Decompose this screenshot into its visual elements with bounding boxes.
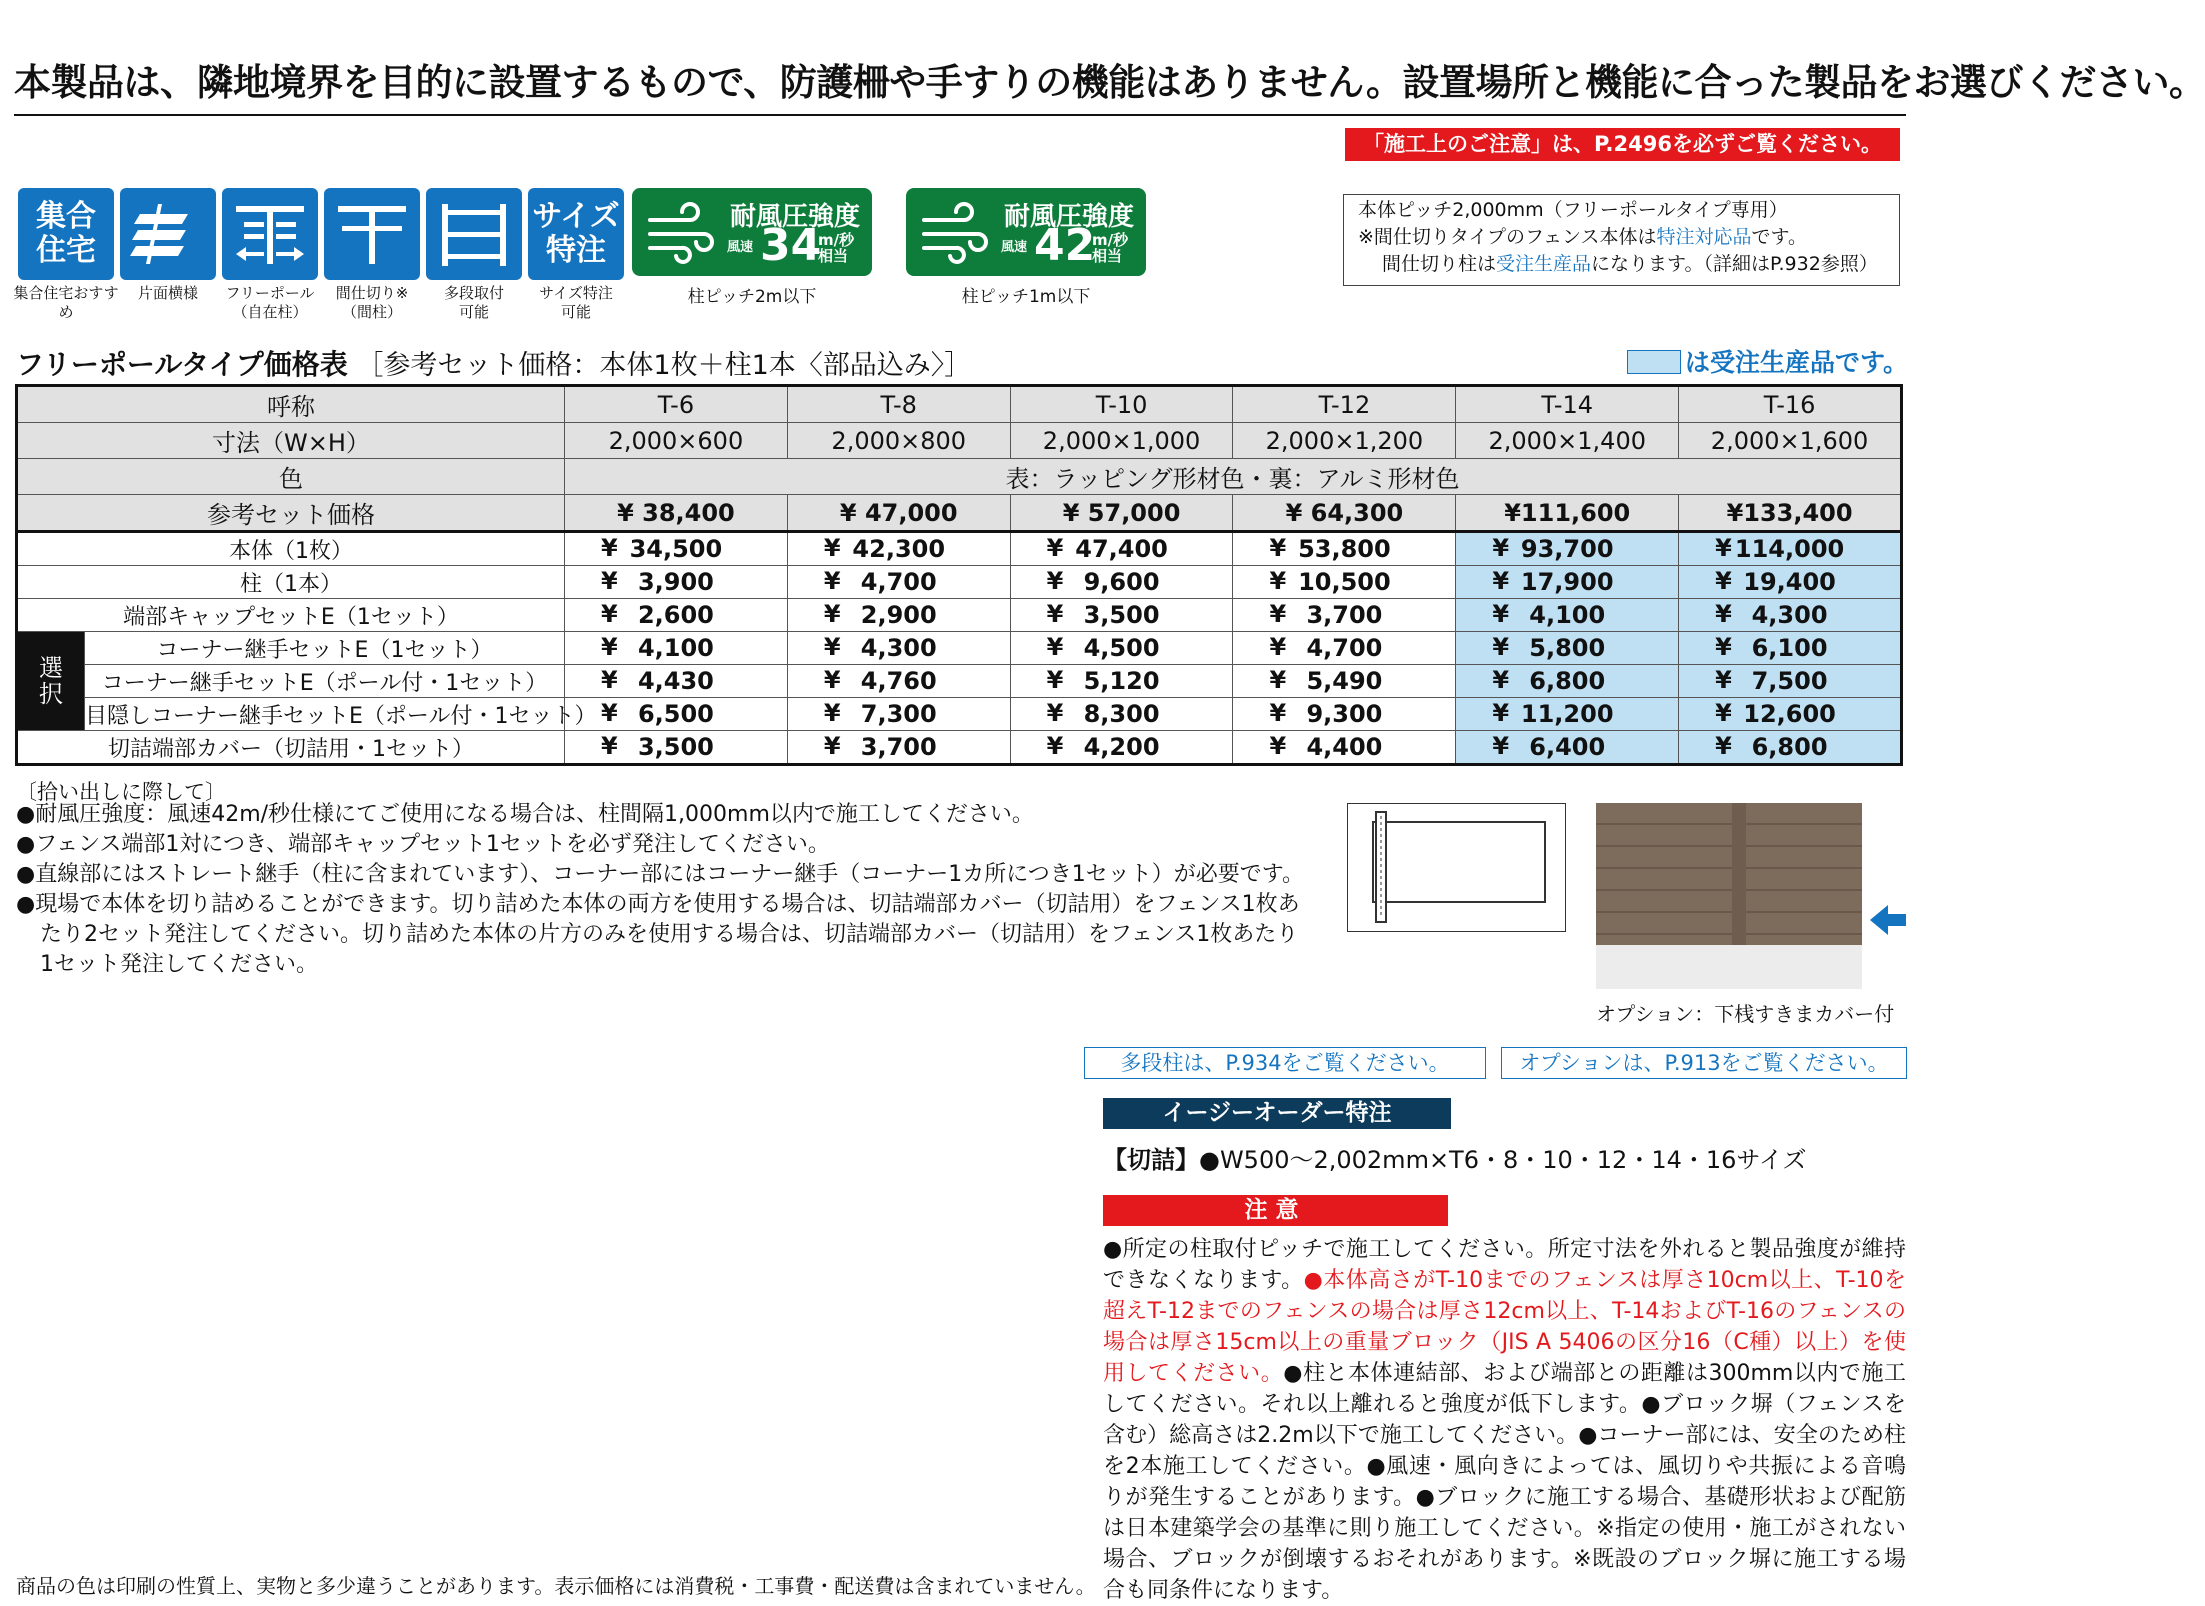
set-price-cell: ¥ 57,000 [1010,495,1233,532]
model-row [17,386,1902,423]
price-row [17,698,1902,731]
wind-icon [920,206,990,262]
yen-symbol: ¥ [823,567,841,595]
yen-symbol: ¥ [1715,666,1732,694]
easy-order-heading: イージーオーダー特注 [1103,1098,1451,1129]
wind-strength-34-badge [632,188,872,276]
price-row [17,532,1902,566]
price-rows [17,532,1902,765]
yen-symbol: ¥ [823,633,841,661]
page-headline: 本製品は、隣地境界を目的に設置するもので、防護柵や手すりの機能はありません。設置場所と機能に合った製品をお選びください。 [14,52,1906,116]
price-value: 114,000 [1734,535,1845,563]
one-sided-horizontal-label: 片面横様 [137,284,198,302]
price-value: 4,100 [637,634,714,662]
pitch-note-line2: ※間仕切りタイプのフェンス本体は特注対応品です。 [1358,226,1807,248]
size-cell: 2,000×1,000 [1010,423,1233,459]
model-cell: T-14 [1456,386,1679,423]
yen-symbol: ¥ [823,534,841,562]
row-label: 本体（1枚） [17,532,565,566]
multi-stage-icon [426,188,522,280]
yen-symbol: ¥ [1492,600,1510,628]
select-label: 選 択 [17,632,85,731]
set-price-cell: ¥ 64,300 [1233,495,1456,532]
price-value: 34,500 [629,535,723,563]
yen-symbol: ¥ [1269,633,1287,661]
price-row [17,566,1902,599]
price-value: 6,800 [1529,667,1606,695]
row-label: 端部キャップセットE（1セット） [17,599,565,632]
price-value: 42,300 [852,535,946,563]
yen-symbol: ¥ [1715,600,1732,628]
yen-symbol: ¥ [1715,732,1732,760]
multi-stage-reference-link[interactable]: 多段柱は、P.934をご覧ください。 [1084,1047,1486,1079]
price-value: 53,800 [1298,535,1391,563]
price-cell [787,731,1010,765]
price-value: 3,500 [637,733,714,761]
pitch-note-line1: 本体ピッチ2,000mm（フリーポールタイプ専用） [1358,199,1788,221]
price-table [15,384,1903,766]
price-value: 4,300 [1751,601,1828,629]
yen-symbol: ¥ [823,699,841,727]
price-cell [1679,665,1902,698]
price-row [17,665,1902,698]
price-cell [565,566,788,599]
price-cell [1456,731,1679,765]
price-value: 5,120 [1083,667,1160,695]
yen-symbol: ¥ [601,633,618,661]
model-cell: T-10 [1010,386,1233,423]
color-label: 色 [17,459,565,495]
price-cell [1010,599,1233,632]
size-cell: 2,000×1,400 [1456,423,1679,459]
set-price-label: 参考セット価格 [17,495,565,532]
pickup-note: ●耐風圧強度：風速42m/秒仕様にてご使用になる場合は、柱間隔1,000mm以内で施工してください。 [16,802,1034,827]
price-row [17,731,1902,765]
price-cell [565,632,788,665]
yen-symbol: ¥ [601,666,618,694]
yen-symbol: ¥ [1492,666,1510,694]
price-cell [1233,566,1456,599]
price-value: 3,700 [1306,601,1383,629]
price-value: 3,500 [1083,601,1160,629]
price-row [17,599,1902,632]
yen-symbol: ¥ [1269,567,1287,595]
row-label: 目隠しコーナー継手セットE（ポール付・1セット） [85,698,565,731]
wind-34-caption: 柱ピッチ2m以下 [687,287,817,307]
price-table-title: フリーポールタイプ価格表 ［参考セット価格：本体1枚＋柱1本〈部品込み〉］ [16,348,972,381]
row-label: コーナー継手セットE（1セット） [85,632,565,665]
price-value: 4,700 [1306,634,1383,662]
price-value: 4,700 [860,568,937,596]
cut-cover-diagram [1347,803,1566,932]
yen-symbol: ¥ [1046,534,1064,562]
yen-symbol: ¥ [823,666,841,694]
made-to-order-legend: は受注生産品です。 [1627,343,1908,379]
yen-symbol: ¥ [601,567,618,595]
price-cell [565,698,788,731]
price-value: 6,500 [637,700,714,728]
option-reference-link[interactable]: オプションは、P.913をご覧ください。 [1501,1047,1907,1079]
partition-icon [324,188,420,280]
photo-caption: オプション：下桟すきまカバー付 [1596,1002,1895,1026]
size-custom-label: サイズ特注 可能 [539,284,613,321]
price-value: 2,600 [637,601,714,629]
price-cell [1010,566,1233,599]
apartment-icon [18,188,114,280]
price-value: 4,430 [637,667,714,695]
price-value: 6,400 [1529,733,1606,761]
price-value: 9,300 [1306,700,1383,728]
yen-symbol: ¥ [1046,732,1064,760]
row-label: コーナー継手セットE（ポール付・1セット） [85,665,565,698]
price-cell [787,599,1010,632]
model-cell: T-6 [565,386,788,423]
price-cell [1010,698,1233,731]
price-cell [787,698,1010,731]
set-price-cell: ¥ 38,400 [565,495,788,532]
yen-symbol: ¥ [1492,567,1510,595]
model-cell: T-8 [787,386,1010,423]
size-label: 寸法（W×H） [17,423,565,459]
price-cell [565,731,788,765]
price-cell [1010,632,1233,665]
price-value: 3,700 [860,733,937,761]
partition-label: 間仕切り※ （間柱） [335,284,409,321]
price-cell [1456,532,1679,566]
legend-swatch [1627,350,1681,374]
pickup-note: ●現場で本体を切り詰めることができます。切り詰めた本体の両方を使用する場合は、切詰端部カバー（切詰用）をフェンス1枚あたり2セット発注してください。切り詰めた本体の片方のみを使用する場合は、切詰端部カバー（切詰用）をフェンス1枚あたり1セット発注してください。 [16,892,1300,977]
price-value: 5,490 [1306,667,1383,695]
yen-symbol: ¥ [601,600,618,628]
yen-symbol: ¥ [1715,633,1732,661]
model-cell: T-16 [1679,386,1902,423]
yen-symbol: ¥ [1269,600,1287,628]
yen-symbol: ¥ [601,699,618,727]
yen-symbol: ¥ [1269,699,1287,727]
set-price-cell: ¥133,400 [1679,495,1902,532]
free-pole-icon [222,188,318,280]
yen-symbol: ¥ [1046,699,1064,727]
yen-symbol: ¥ [1715,567,1732,595]
price-cell [1233,665,1456,698]
price-value: 47,400 [1075,535,1168,563]
yen-symbol: ¥ [601,534,618,562]
free-pole-label: フリーポール （自在柱） [225,284,315,321]
price-value: 12,600 [1743,700,1836,728]
price-cell [1679,632,1902,665]
price-cell [1679,532,1902,566]
yen-symbol: ¥ [823,732,841,760]
price-cell [787,566,1010,599]
color-value: 表：ラッピング形材色・裏：アルミ形材色 [565,459,1902,495]
price-cell [787,665,1010,698]
price-cell [787,532,1010,566]
row-label: 柱（1本） [17,566,565,599]
price-cell [787,632,1010,665]
row-label: 切詰端部カバー（切詰用・1セット） [17,731,565,765]
price-value: 7,300 [860,700,937,728]
yen-symbol: ¥ [1046,666,1064,694]
pickup-notes [16,800,1306,980]
wind-value: 42 [1034,220,1096,271]
price-value: 4,760 [860,667,937,695]
pitch-note-box [1343,194,1900,286]
price-value: 10,500 [1298,568,1391,596]
pickup-note: ●直線部にはストレート継手（柱に含まれています）、コーナー部にはコーナー継手（コーナー1カ所につき1セット）が必要です。 [16,862,1304,887]
construction-notice-bar: 「施工上のご注意」は、P.2496を必ずご覧ください。 [1345,128,1900,161]
price-cell [1010,665,1233,698]
price-cell [1679,599,1902,632]
price-cell [1233,698,1456,731]
price-value: 4,100 [1529,601,1606,629]
price-cell [1233,731,1456,765]
price-value: 5,800 [1529,634,1606,662]
wind-42-caption: 柱ピッチ1m以下 [961,287,1091,307]
set-price-row [17,495,1902,532]
yen-symbol: ¥ [1492,534,1510,562]
price-cell [1233,632,1456,665]
fence-option-photo [1596,803,1862,989]
price-cell [1679,566,1902,599]
price-value: 4,500 [1083,634,1160,662]
price-cell [565,665,788,698]
price-cell [1679,698,1902,731]
price-value: 4,300 [860,634,937,662]
wind-title: 耐風圧強度 [730,202,861,232]
wind-speed-word: 風速 [727,240,754,255]
price-cell [1456,698,1679,731]
model-cell: T-12 [1233,386,1456,423]
cut-spec: 【切詰】●W500～2,002mm×T6・8・10・12・14・16サイズ [1103,1146,1807,1174]
size-custom-icon-text: サイズ 特注 [532,199,620,268]
header-label: 呼称 [17,386,565,423]
price-value: 93,700 [1520,535,1614,563]
price-cell [1456,632,1679,665]
wind-icon [646,206,716,262]
price-value: 6,800 [1751,733,1828,761]
yen-symbol: ¥ [1715,699,1732,727]
price-value: 4,200 [1083,733,1160,761]
price-cell [1233,532,1456,566]
yen-symbol: ¥ [1715,534,1732,562]
pickup-note: ●フェンス端部1対につき、端部キャップセット1セットを必ず発注してください。 [16,832,830,857]
price-cell [565,599,788,632]
caution-heading: 注意 [1103,1195,1448,1226]
yen-symbol: ¥ [601,732,618,760]
price-value: 2,900 [860,601,937,629]
pickup-title: 〔拾い出しに際して〕 [16,780,226,804]
caution-text: ●所定の柱取付ピッチで施工してください。所定寸法を外れると製品強度が維持できなくなります。●本体高さがT-10までのフェンスは厚さ10cm以上、T-10を超えT-12までのフェンスの場合は厚さ12cm以上、T-14およびT-16のフェンスの場合は厚さ15cm以上の重量ブロック（JIS A 5406の区分16（C種）以上）を使用してください。●柱と本体連結部、および端部との距離は300mm以内で施工してください。それ以上離れると強度が低下します。●ブロック塀（フェンスを含む）総高さは2.2m以下で施工してください。●コーナー部には、安全のため柱を2本施工してください。●風速・風向きによっては、風切りや共振による音鳴りが発生することがあります。●ブロックに施工する場合、基礎形状および配筋は日本建築学会の基準に則り施工してください。※指定の使用・施工がされない場合、ブロックが倒壊するおそれがあります。※既設のブロック塀に施工する場合も同条件になります。 [1103,1237,1906,1603]
set-price-cell: ¥111,600 [1456,495,1679,532]
price-cell [1233,599,1456,632]
wind-title: 耐風圧強度 [1004,202,1135,232]
price-cell [1010,532,1233,566]
set-price-cell: ¥ 47,000 [787,495,1010,532]
size-row [17,423,1902,459]
price-value: 19,400 [1743,568,1836,596]
yen-symbol: ¥ [1492,633,1510,661]
yen-symbol: ¥ [1269,666,1287,694]
apartment-icon-text: 集合 住宅 [36,199,96,268]
price-cell [1456,566,1679,599]
price-cell [1456,599,1679,632]
yen-symbol: ¥ [1046,567,1064,595]
price-value: 7,500 [1751,667,1828,695]
size-custom-icon [528,188,624,280]
price-value: 9,600 [1083,568,1160,596]
yen-symbol: ¥ [1046,633,1064,661]
yen-symbol: ¥ [1492,732,1510,760]
wind-strength-42-badge [906,188,1146,276]
price-cell [1456,665,1679,698]
price-value: 8,300 [1083,700,1160,728]
wind-unit: m/秒 相当 [1092,231,1129,265]
yen-symbol: ¥ [1046,600,1064,628]
size-cell: 2,000×1,600 [1679,423,1902,459]
color-row [17,459,1902,495]
apartment-label: 集合住宅おすすめ [13,284,119,321]
arrow-left-icon-stem [1886,914,1906,926]
multi-stage-label: 多段取付 可能 [443,284,504,321]
footer-disclaimer: 商品の色は印刷の性質上、実物と多少違うことがあります。表示価格には消費税・工事費・配送費は含まれていません。 [16,1574,1096,1598]
one-sided-horizontal-icon [120,188,216,280]
price-cell [1010,731,1233,765]
price-value: 6,100 [1751,634,1828,662]
price-value: 3,900 [637,568,714,596]
yen-symbol: ¥ [823,600,841,628]
price-cell [1679,731,1902,765]
yen-symbol: ¥ [1492,699,1510,727]
price-value: 4,400 [1306,733,1383,761]
price-value: 11,200 [1520,700,1614,728]
price-value: 17,900 [1520,568,1614,596]
size-cell: 2,000×600 [565,423,788,459]
size-cell: 2,000×800 [787,423,1010,459]
yen-symbol: ¥ [1269,534,1287,562]
price-row [17,632,1902,665]
wind-speed-word: 風速 [1001,240,1028,255]
wind-unit: m/秒 相当 [818,231,855,265]
wind-value: 34 [760,220,822,271]
size-cell: 2,000×1,200 [1233,423,1456,459]
yen-symbol: ¥ [1269,732,1287,760]
pitch-note-line3: 間仕切り柱は受注生産品になります。（詳細はP.932参照） [1382,253,1878,275]
price-cell [565,532,788,566]
